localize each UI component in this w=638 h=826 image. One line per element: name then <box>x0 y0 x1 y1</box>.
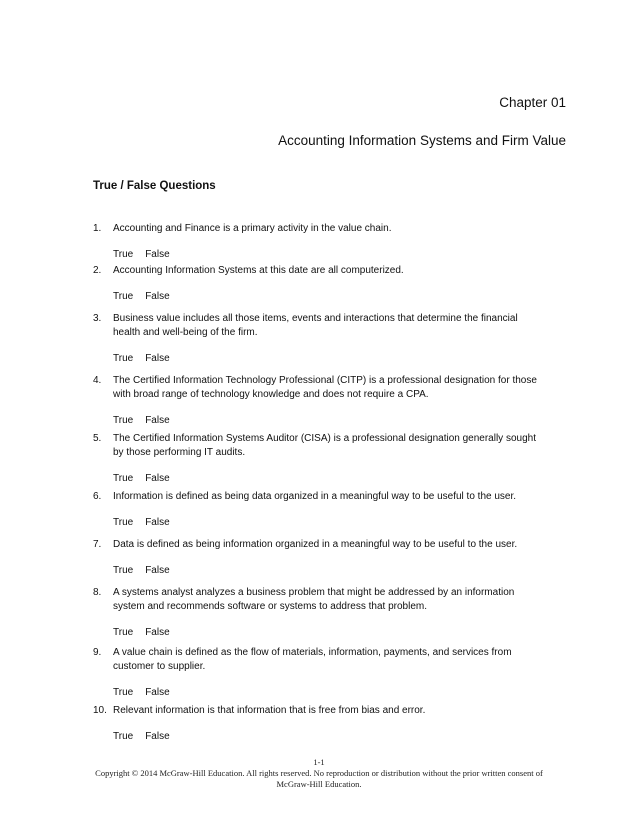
question-item <box>93 646 563 700</box>
question-text-row <box>93 312 563 340</box>
question-item <box>93 490 563 530</box>
question-line: health and well-being of the firm. <box>113 327 258 338</box>
question-line: Accounting Information Systems at this date are all computerized. <box>113 265 404 276</box>
question-number: 10. <box>93 705 107 716</box>
answer-true: True <box>113 517 134 528</box>
chapter-title: Accounting Information Systems and Firm Value <box>278 133 566 148</box>
question-number: 2. <box>93 265 102 276</box>
answer-true: True <box>113 415 134 426</box>
answer-false: False <box>145 731 170 742</box>
page-footer <box>0 757 638 790</box>
question-text-row <box>93 222 563 236</box>
question-line: with broad range of technology knowledge and does not require a CPA. <box>113 389 429 400</box>
question-line: Information is defined as being data organized in a meaningful way to be useful to the user. <box>113 491 517 502</box>
answer-false: False <box>145 627 170 638</box>
question-text-row <box>93 432 563 460</box>
answer-options <box>93 472 563 486</box>
answer-true: True <box>113 731 134 742</box>
question-line: system and recommends software or systems to address that problem. <box>113 601 428 612</box>
question-line: Accounting and Finance is a primary activity in the value chain. <box>113 223 392 234</box>
question-number: 6. <box>93 491 102 502</box>
answer-options <box>93 248 563 262</box>
chapter-heading: Chapter 01 <box>499 95 566 110</box>
question-line: customer to supplier. <box>113 661 206 672</box>
copyright-line-1: Copyright © 2014 McGraw-Hill Education. All rights reserved. No reproduction or distribution without the prior written consent of <box>95 768 543 778</box>
question-item <box>93 704 563 744</box>
answer-options <box>93 730 563 744</box>
answer-options <box>93 564 563 578</box>
answer-false: False <box>145 291 170 302</box>
question-number: 4. <box>93 375 102 386</box>
answer-true: True <box>113 565 134 576</box>
answer-true: True <box>113 627 134 638</box>
answer-options <box>93 686 563 700</box>
answer-false: False <box>145 415 170 426</box>
question-number: 3. <box>93 313 102 324</box>
question-text-row <box>93 374 563 402</box>
question-line: Relevant information is that information that is free from bias and error. <box>113 705 426 716</box>
answer-false: False <box>145 687 170 698</box>
question-line: The Certified Information Systems Auditor (CISA) is a professional designation generally sought <box>113 433 536 444</box>
answer-options <box>93 352 563 366</box>
answer-false: False <box>145 517 170 528</box>
question-item <box>93 264 563 304</box>
question-item <box>93 312 563 366</box>
answer-false: False <box>145 353 170 364</box>
question-line: The Certified Information Technology Professional (CITP) is a professional designation for those <box>113 375 537 386</box>
question-item <box>93 374 563 428</box>
answer-options <box>93 626 563 640</box>
page-number: 1-1 <box>313 757 325 767</box>
question-number: 5. <box>93 433 102 444</box>
question-line: by those performing IT audits. <box>113 447 246 458</box>
question-number: 7. <box>93 539 102 550</box>
answer-true: True <box>113 291 134 302</box>
question-text-row <box>93 646 563 674</box>
answer-false: False <box>145 565 170 576</box>
question-line: Business value includes all those items, events and interactions that determine the financial <box>113 313 518 324</box>
question-line: Data is defined as being information organized in a meaningful way to be useful to the user. <box>113 539 518 550</box>
question-line: A value chain is defined as the flow of materials, information, payments, and services from <box>113 647 512 658</box>
question-text-row <box>93 586 563 614</box>
question-number: 9. <box>93 647 102 658</box>
copyright-line-2: McGraw-Hill Education. <box>276 779 362 789</box>
answer-true: True <box>113 353 134 364</box>
answer-options <box>93 516 563 530</box>
answer-false: False <box>145 473 170 484</box>
question-text-row <box>93 264 563 278</box>
answer-options <box>93 414 563 428</box>
question-text-row <box>93 490 563 504</box>
question-line: A systems analyst analyzes a business problem that might be addressed by an information <box>113 587 515 598</box>
question-text-row <box>93 538 563 552</box>
answer-true: True <box>113 687 134 698</box>
question-item <box>93 432 563 486</box>
question-text-row <box>93 704 563 718</box>
question-item <box>93 538 563 578</box>
answer-true: True <box>113 473 134 484</box>
question-item <box>93 222 563 262</box>
question-number: 1. <box>93 223 102 234</box>
answer-true: True <box>113 249 134 260</box>
question-number: 8. <box>93 587 102 598</box>
section-title: True / False Questions <box>93 180 216 192</box>
answer-options <box>93 290 563 304</box>
answer-false: False <box>145 249 170 260</box>
question-item <box>93 586 563 640</box>
